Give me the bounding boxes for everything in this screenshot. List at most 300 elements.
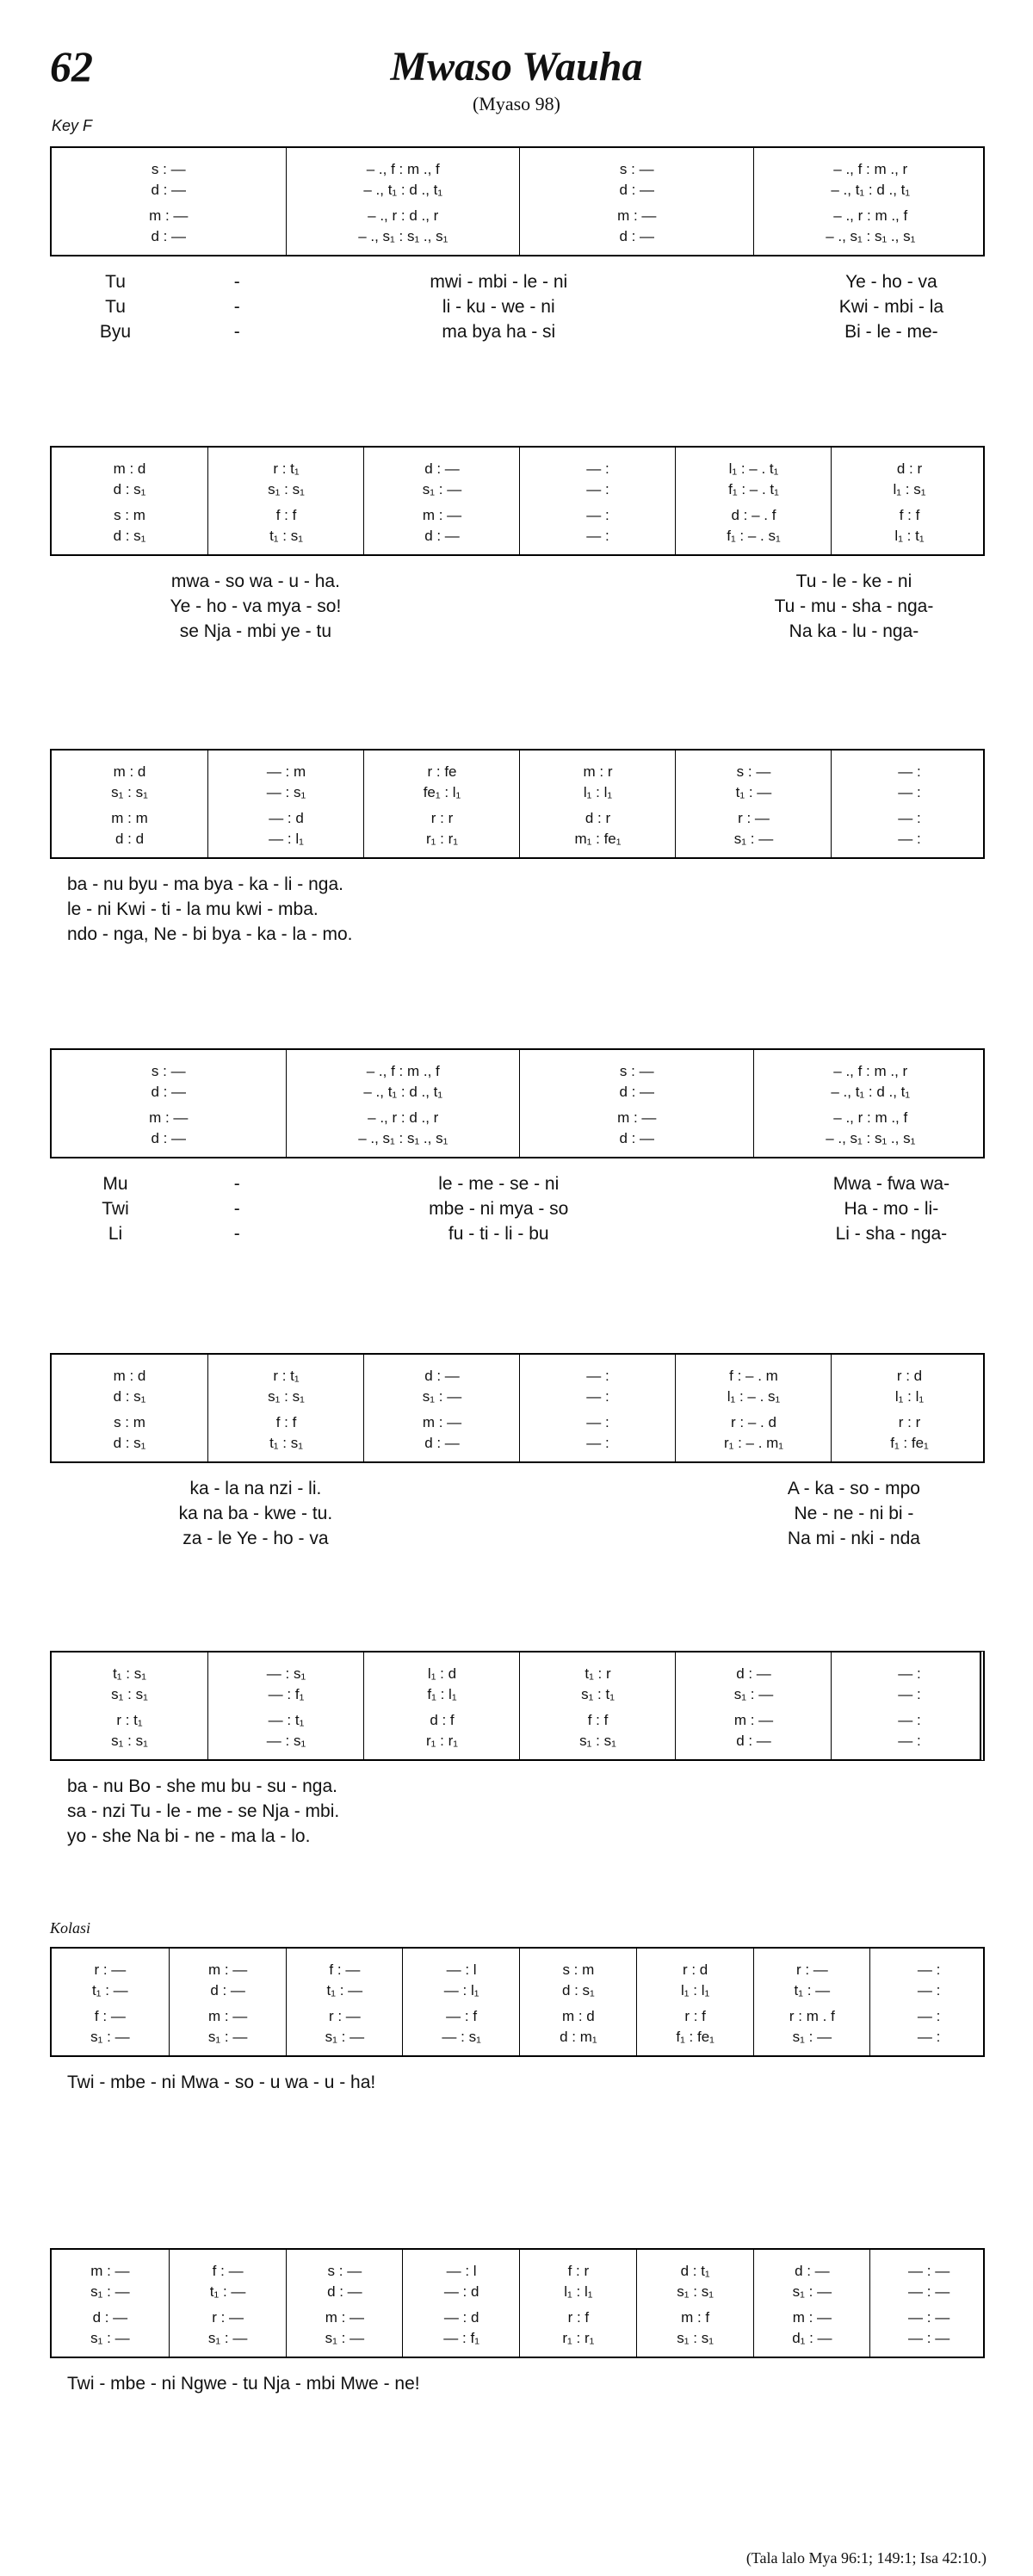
- lyric-line: [50, 2073, 985, 2097]
- solfa-notes: m : —: [207, 1961, 248, 1978]
- solfa-notes: — :: [586, 528, 609, 544]
- solfa-notes: s₁ : s₁: [268, 481, 305, 497]
- solfa-notes: s₁ : —: [207, 2029, 248, 2045]
- solfa-notes: s : —: [151, 1063, 186, 1079]
- lyrics: [50, 2073, 985, 2097]
- lyric-syllables: Ha - mo - li-: [844, 1199, 939, 1219]
- solfa-notes: — :: [898, 1686, 921, 1702]
- lyric-syllables: Ne - ne - ni bi -: [794, 1504, 914, 1523]
- solfa-notes: s₁ : s₁: [111, 784, 148, 800]
- solfa-notes: d : r: [896, 460, 923, 477]
- solfa-notes: – ., t₁ : d ., t₁: [363, 182, 443, 198]
- lyric-syllables: ba - nu byu - ma bya - ka - li - nga.: [67, 874, 343, 894]
- solfa-notes: — : f₁: [443, 2330, 479, 2346]
- solfa-notes: r : —: [328, 2008, 361, 2024]
- lyric-line: [50, 924, 985, 949]
- measure: [363, 448, 520, 554]
- lyrics: [50, 874, 985, 949]
- solfa-notes: d : —: [424, 528, 460, 544]
- measure: [753, 1050, 988, 1157]
- lyric-syllables: fu - ti - li - bu: [448, 1224, 549, 1244]
- lyric-line: [50, 899, 985, 924]
- solfa-notes: s₁ : —: [325, 2029, 365, 2045]
- solfa-notes: r : —: [212, 2309, 244, 2326]
- solfa-notes: — :: [898, 1665, 921, 1682]
- lyric-syllables: -: [233, 322, 240, 342]
- solfa-notes: s₁ : s₁: [677, 2283, 714, 2300]
- solfa-notes: — : —: [908, 2330, 950, 2346]
- solfa-notes: r₁ : r₁: [426, 831, 458, 847]
- solfa-notes: d : —: [736, 1733, 771, 1749]
- solfa-notes: m : —: [90, 2263, 130, 2279]
- measure: [207, 1355, 364, 1461]
- solfa-notes: – ., t₁ : d ., t₁: [831, 1084, 911, 1100]
- solfa-notes: — :: [586, 460, 609, 477]
- solfa-notes: d : —: [795, 2263, 830, 2279]
- measure: [753, 2250, 871, 2357]
- solfa-notes: – ., s₁ : s₁ ., s₁: [826, 228, 916, 244]
- solfa-notes: — : t₁: [268, 1712, 305, 1728]
- measure: [169, 2250, 287, 2357]
- solfa-notes: d : d: [114, 831, 145, 847]
- solfa-notes: d : —: [151, 228, 187, 244]
- notation-system: [50, 1947, 985, 2057]
- measure: [831, 1652, 987, 1759]
- measure: [519, 751, 676, 857]
- measure: [207, 751, 364, 857]
- solfa-notes: s₁ : —: [325, 2330, 365, 2346]
- solfa-notes: t₁ : —: [794, 1982, 831, 1998]
- lyric-syllables: yo - she Na bi - ne - ma la - lo.: [67, 1826, 311, 1846]
- solfa-notes: d : r: [585, 810, 611, 826]
- solfa-notes: – ., s₁ : s₁ ., s₁: [358, 1130, 448, 1146]
- measure: [753, 148, 988, 255]
- solfa-notes: d : —: [619, 228, 655, 244]
- solfa-notes: — :: [917, 1961, 941, 1978]
- solfa-notes: m : —: [149, 207, 189, 224]
- solfa-notes: – ., t₁ : d ., t₁: [831, 182, 911, 198]
- lyric-syllables: ka na ba - kwe - tu.: [178, 1504, 333, 1523]
- solfa-notes: m : —: [733, 1712, 774, 1728]
- solfa-notes: d : s₁: [113, 1388, 146, 1405]
- measure: [286, 1949, 404, 2055]
- solfa-notes: f₁ : – . t₁: [728, 481, 779, 497]
- solfa-notes: r : fe: [427, 763, 457, 780]
- notation-system: [50, 2248, 985, 2358]
- lyric-syllables: Tu: [105, 297, 126, 317]
- lyric-line: [50, 297, 985, 322]
- lyric-syllables: Twi - mbe - ni Ngwe - tu Nja - mbi Mwe - ne!: [67, 2374, 420, 2394]
- song-number: 62: [50, 42, 93, 90]
- solfa-notes: r : t₁: [273, 460, 300, 477]
- lyric-syllables: Byu: [99, 322, 132, 342]
- measure: [753, 1949, 871, 2055]
- solfa-notes: r : r: [430, 810, 454, 826]
- solfa-notes: s : m: [114, 1414, 145, 1430]
- solfa-notes: l₁ : – . t₁: [728, 460, 779, 477]
- solfa-notes: r : —: [738, 810, 770, 826]
- solfa-notes: s₁ : —: [422, 1388, 462, 1405]
- solfa-notes: – ., s₁ : s₁ ., s₁: [826, 1130, 916, 1146]
- measure: [169, 1949, 287, 2055]
- solfa-notes: f₁ : – . s₁: [727, 528, 781, 544]
- measure: [675, 751, 832, 857]
- solfa-notes: — : f₁: [268, 1686, 305, 1702]
- measure: [207, 1652, 364, 1759]
- solfa-notes: f₁ : l₁: [427, 1686, 457, 1702]
- solfa-notes: m : —: [325, 2309, 365, 2326]
- solfa-notes: — : l: [446, 1961, 477, 1978]
- song-subtitle: (Myaso 98): [472, 93, 561, 114]
- solfa-notes: — : l₁: [443, 1982, 479, 1998]
- solfa-notes: r : m . f: [789, 2008, 835, 2024]
- lyric-syllables: ma bya ha - si: [442, 322, 556, 342]
- solfa-notes: s : m: [114, 507, 145, 523]
- lyric-line: [50, 1504, 985, 1529]
- solfa-notes: s₁ : t₁: [581, 1686, 615, 1702]
- solfa-notes: — :: [898, 831, 921, 847]
- solfa-notes: s : —: [151, 161, 186, 177]
- lyric-syllables: ka - la na nzi - li.: [189, 1479, 322, 1498]
- solfa-notes: d : —: [327, 2283, 362, 2300]
- lyric-syllables: Na mi - nki - nda: [787, 1529, 920, 1548]
- solfa-notes: f₁ : fe₁: [676, 2029, 714, 2045]
- solfa-notes: m : —: [792, 2309, 832, 2326]
- measure: [52, 1949, 169, 2055]
- lyric-syllables: za - le Ye - ho - va: [182, 1529, 329, 1548]
- lyric-line: [50, 1174, 985, 1199]
- solfa-notes: t₁ : —: [326, 1982, 363, 1998]
- solfa-notes: s₁ : s₁: [579, 1733, 616, 1749]
- solfa-notes: s₁ : —: [90, 2330, 130, 2346]
- solfa-notes: — :: [586, 1368, 609, 1384]
- solfa-notes: t₁ : s₁: [269, 1435, 303, 1451]
- notation-system: [50, 749, 985, 859]
- notation-system: [50, 446, 985, 556]
- solfa-notes: r₁ : – . m₁: [723, 1435, 784, 1451]
- solfa-notes: — : d: [269, 810, 304, 826]
- solfa-notes: t₁ : —: [209, 2283, 246, 2300]
- solfa-notes: t₁ : —: [735, 784, 772, 800]
- lyric-line: [50, 571, 985, 596]
- solfa-notes: m : —: [422, 1414, 462, 1430]
- measure: [52, 148, 286, 255]
- measure: [869, 1949, 987, 2055]
- lyric-line: [50, 1776, 985, 1801]
- solfa-notes: – ., r : d ., r: [368, 1109, 439, 1126]
- lyric-line: [50, 2374, 985, 2399]
- measure: [675, 1652, 832, 1759]
- solfa-notes: — : m: [266, 763, 306, 780]
- solfa-notes: d : m₁: [560, 2029, 597, 2045]
- solfa-notes: r : —: [94, 1961, 127, 1978]
- lyric-line: [50, 272, 985, 297]
- lyric-syllables: ndo - nga, Ne - bi bya - ka - la - mo.: [67, 924, 353, 944]
- solfa-notes: f : f: [587, 1712, 609, 1728]
- solfa-notes: l₁ : l₁: [564, 2283, 593, 2300]
- lyric-syllables: se Nja - mbi ye - tu: [179, 621, 332, 641]
- measure: [286, 2250, 404, 2357]
- solfa-notes: s₁ : s₁: [268, 1388, 305, 1405]
- solfa-notes: s₁ : —: [733, 831, 774, 847]
- solfa-notes: d : s₁: [113, 481, 146, 497]
- solfa-notes: d : —: [619, 182, 655, 198]
- lyrics: [50, 272, 985, 347]
- solfa-notes: r₁ : r₁: [562, 2330, 595, 2346]
- solfa-notes: — : —: [908, 2263, 950, 2279]
- solfa-notes: l₁ : d: [427, 1665, 457, 1682]
- solfa-notes: m : —: [422, 507, 462, 523]
- solfa-notes: l₁ : l₁: [894, 1388, 925, 1405]
- measure: [519, 2250, 637, 2357]
- measure: [363, 1652, 520, 1759]
- solfa-notes: s₁ : s₁: [677, 2330, 714, 2346]
- measure: [52, 2250, 169, 2357]
- solfa-notes: — :: [586, 1388, 609, 1405]
- solfa-notes: — : d: [443, 2283, 479, 2300]
- lyric-line: [50, 1801, 985, 1826]
- measure: [636, 1949, 754, 2055]
- solfa-notes: — : f: [446, 2008, 478, 2024]
- measure: [52, 1652, 207, 1759]
- solfa-notes: — : d: [443, 2309, 479, 2326]
- lyric-syllables: sa - nzi Tu - le - me - se Nja - mbi.: [67, 1801, 340, 1821]
- solfa-notes: – ., r : m ., f: [833, 1109, 908, 1126]
- solfa-notes: l₁ : – . s₁: [727, 1388, 781, 1405]
- solfa-notes: l₁ : l₁: [583, 784, 613, 800]
- lyric-syllables: Mu: [102, 1174, 128, 1194]
- lyric-syllables: -: [233, 1199, 240, 1219]
- measure: [286, 148, 521, 255]
- lyric-syllables: Tu - le - ke - ni: [795, 571, 912, 591]
- measure: [52, 751, 207, 857]
- measure: [402, 2250, 520, 2357]
- lyric-syllables: Twi: [102, 1199, 129, 1219]
- solfa-notes: m : f: [681, 2309, 710, 2326]
- solfa-notes: f : —: [212, 2263, 244, 2279]
- lyric-syllables: mwa - so wa - u - ha.: [170, 571, 340, 591]
- measure: [675, 448, 832, 554]
- solfa-notes: m : d: [113, 1368, 146, 1384]
- lyric-syllables: mbe - ni mya - so: [429, 1199, 569, 1219]
- solfa-notes: d₁ : —: [792, 2330, 832, 2346]
- solfa-notes: — :: [898, 1712, 921, 1728]
- solfa-notes: l₁ : s₁: [893, 481, 926, 497]
- solfa-notes: f : – . m: [729, 1368, 778, 1384]
- solfa-notes: m : m: [111, 810, 148, 826]
- notation-system: [50, 146, 985, 256]
- solfa-notes: s₁ : —: [90, 2283, 130, 2300]
- solfa-notes: m : d: [113, 763, 146, 780]
- solfa-notes: — :: [586, 481, 609, 497]
- solfa-notes: r : – . d: [731, 1414, 776, 1430]
- solfa-notes: — : s₁: [266, 1733, 306, 1749]
- chorus-label: Kolasi: [50, 1919, 91, 1937]
- solfa-notes: — : s₁: [442, 2029, 481, 2045]
- song-title: Mwaso Wauha: [390, 44, 643, 90]
- solfa-notes: s₁ : —: [792, 2029, 832, 2045]
- solfa-notes: r : d: [896, 1368, 923, 1384]
- solfa-notes: – ., f : m ., r: [833, 161, 908, 177]
- solfa-notes: s₁ : —: [90, 2029, 130, 2045]
- measure: [519, 148, 754, 255]
- measure: [519, 1652, 676, 1759]
- solfa-notes: s₁ : —: [422, 481, 462, 497]
- solfa-notes: fe₁ : l₁: [423, 784, 461, 800]
- solfa-notes: t₁ : s₁: [269, 528, 303, 544]
- solfa-notes: d : —: [736, 1665, 771, 1682]
- solfa-notes: t₁ : s₁: [113, 1665, 146, 1682]
- solfa-notes: — :: [917, 2008, 941, 2024]
- solfa-notes: f : f: [275, 507, 297, 523]
- solfa-notes: — : l: [446, 2263, 477, 2279]
- solfa-notes: d : f: [430, 1712, 455, 1728]
- solfa-notes: d : —: [619, 1130, 655, 1146]
- notation-system: [50, 1353, 985, 1463]
- solfa-notes: m : r: [583, 763, 613, 780]
- lyric-syllables: Ye - ho - va: [845, 272, 937, 292]
- solfa-notes: t₁ : r: [585, 1665, 611, 1682]
- lyric-syllables: Kwi - mbi - la: [838, 297, 944, 317]
- solfa-notes: m : —: [617, 207, 657, 224]
- solfa-notes: — : s₁: [266, 784, 306, 800]
- lyric-syllables: li - ku - we - ni: [442, 297, 555, 317]
- measure: [675, 1355, 832, 1461]
- solfa-notes: – ., t₁ : d ., t₁: [363, 1084, 443, 1100]
- solfa-notes: – ., r : d ., r: [368, 207, 439, 224]
- measure: [831, 751, 987, 857]
- solfa-notes: — :: [898, 810, 921, 826]
- lyric-line: [50, 1479, 985, 1504]
- solfa-notes: — :: [586, 1435, 609, 1451]
- lyric-syllables: mwi - mbi - le - ni: [430, 272, 568, 292]
- solfa-notes: d : s₁: [113, 1435, 146, 1451]
- measure: [402, 1949, 520, 2055]
- solfa-notes: – ., f : m ., r: [833, 1063, 908, 1079]
- solfa-notes: — :: [898, 784, 921, 800]
- solfa-notes: l₁ : l₁: [681, 1982, 710, 1998]
- solfa-notes: s₁ : —: [733, 1686, 774, 1702]
- solfa-notes: — : —: [908, 2283, 950, 2300]
- solfa-notes: f₁ : fe₁: [890, 1435, 929, 1451]
- lyric-line: [50, 1826, 985, 1851]
- lyric-syllables: Ye - ho - va mya - so!: [170, 596, 342, 616]
- lyric-syllables: Li - sha - nga-: [835, 1224, 948, 1244]
- measure: [52, 1355, 207, 1461]
- lyric-syllables: -: [233, 272, 240, 292]
- lyric-syllables: Bi - le - me-: [844, 322, 938, 342]
- solfa-notes: f : r: [567, 2263, 590, 2279]
- measure: [636, 2250, 754, 2357]
- lyric-syllables: le - ni Kwi - ti - la mu kwi - mba.: [67, 899, 319, 919]
- lyric-syllables: ba - nu Bo - she mu bu - su - nga.: [67, 1776, 337, 1796]
- solfa-notes: s : m: [562, 1961, 595, 1978]
- solfa-notes: r : —: [795, 1961, 828, 1978]
- solfa-notes: r : d: [682, 1961, 708, 1978]
- lyric-line: [50, 1199, 985, 1224]
- solfa-notes: s₁ : s₁: [111, 1733, 148, 1749]
- lyric-line: [50, 874, 985, 899]
- solfa-notes: r : r: [898, 1414, 921, 1430]
- solfa-notes: s₁ : —: [792, 2283, 832, 2300]
- solfa-notes: f : f: [275, 1414, 297, 1430]
- solfa-notes: — :: [898, 763, 921, 780]
- solfa-notes: r : f: [684, 2008, 706, 2024]
- measure: [363, 751, 520, 857]
- measure: [869, 2250, 987, 2357]
- solfa-notes: d : s₁: [561, 1982, 595, 1998]
- lyric-syllables: Tu: [105, 272, 126, 292]
- lyric-syllables: -: [233, 297, 240, 317]
- solfa-notes: d : —: [151, 1084, 187, 1100]
- lyric-syllables: le - me - se - ni: [438, 1174, 560, 1194]
- solfa-notes: d : —: [424, 460, 460, 477]
- solfa-notes: — : l₁: [269, 831, 304, 847]
- solfa-notes: m : —: [207, 2008, 248, 2024]
- solfa-notes: s₁ : s₁: [111, 1686, 148, 1702]
- solfa-notes: – ., r : m ., f: [833, 207, 908, 224]
- solfa-notes: d : t₁: [680, 2263, 710, 2279]
- measure: [363, 1355, 520, 1461]
- lyric-syllables: -: [233, 1224, 240, 1244]
- solfa-notes: — :: [586, 1414, 609, 1430]
- measure: [831, 448, 987, 554]
- solfa-notes: d : s₁: [113, 528, 146, 544]
- solfa-notes: d : —: [210, 1982, 245, 1998]
- solfa-notes: d : —: [151, 1130, 187, 1146]
- solfa-notes: m : —: [149, 1109, 189, 1126]
- lyric-syllables: Mwa - fwa wa-: [832, 1174, 950, 1194]
- lyric-syllables: Tu - mu - sha - nga-: [774, 596, 934, 616]
- solfa-notes: – ., f : m ., f: [366, 1063, 440, 1079]
- measure: [519, 1050, 754, 1157]
- solfa-notes: s : —: [619, 161, 654, 177]
- solfa-notes: r : t₁: [273, 1368, 300, 1384]
- solfa-notes: d : – . f: [731, 507, 776, 523]
- solfa-notes: d : —: [151, 182, 187, 198]
- solfa-notes: — :: [917, 1982, 941, 1998]
- measure: [52, 1050, 286, 1157]
- solfa-notes: m : —: [617, 1109, 657, 1126]
- solfa-notes: f : f: [899, 507, 920, 523]
- measure: [207, 448, 364, 554]
- notation-system: [50, 1048, 985, 1158]
- key-signature: Key F: [52, 117, 93, 134]
- lyric-line: [50, 621, 985, 646]
- solfa-notes: s : —: [619, 1063, 654, 1079]
- scripture-references: (Tala lalo Mya 96:1; 149:1; Isa 42:10.): [745, 2549, 987, 2567]
- solfa-notes: m : d: [113, 460, 146, 477]
- measure: [52, 448, 207, 554]
- solfa-notes: — : s₁: [266, 1665, 306, 1682]
- solfa-notes: f : —: [329, 1961, 361, 1978]
- lyrics: [50, 1479, 985, 1554]
- lyric-syllables: -: [233, 1174, 240, 1194]
- solfa-notes: — :: [917, 2029, 941, 2045]
- lyrics: [50, 1776, 985, 1851]
- measure: [519, 448, 676, 554]
- lyric-syllables: Li: [108, 1224, 123, 1244]
- lyrics: [50, 571, 985, 646]
- lyrics: [50, 2374, 985, 2399]
- solfa-notes: — :: [898, 1733, 921, 1749]
- solfa-notes: – ., s₁ : s₁ ., s₁: [358, 228, 448, 244]
- solfa-notes: s₁ : —: [207, 2330, 248, 2346]
- notation-system: [50, 1651, 985, 1761]
- solfa-notes: m : d: [561, 2008, 595, 2024]
- solfa-notes: s : —: [327, 2263, 362, 2279]
- solfa-notes: — :: [586, 507, 609, 523]
